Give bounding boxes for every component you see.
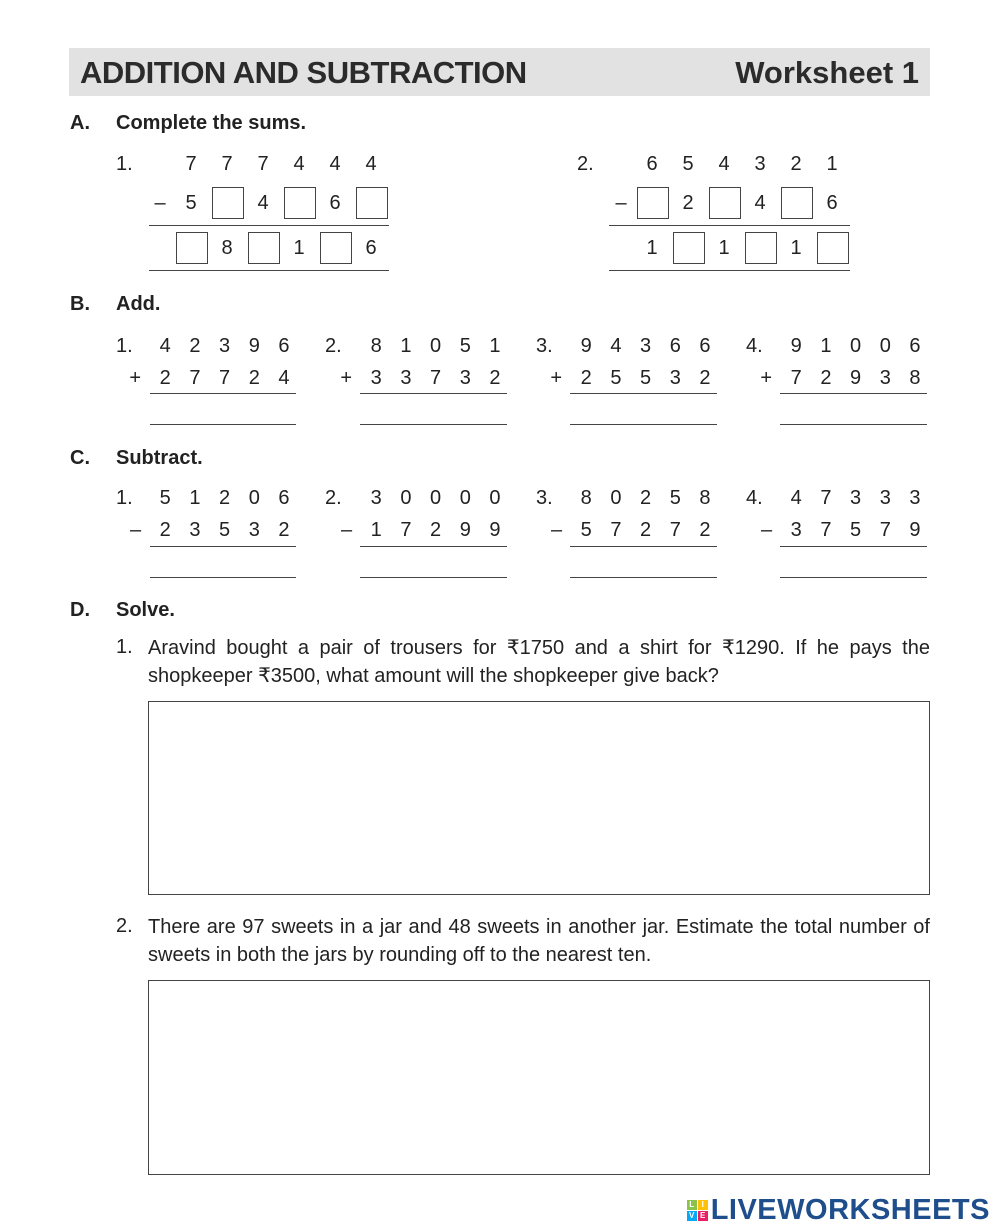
a1-top-digit: 4 [365,153,377,175]
a2-top-digit: 5 [682,153,694,175]
a2-bottom-line [609,270,850,271]
c4-bottom-number: – 3 7 5 7 9 [760,519,927,541]
a2-top-digit: 4 [718,153,730,175]
a2-bot-digit: 1 [790,237,802,259]
d2-number: 2. [116,915,133,937]
section-d-letter: D. [70,599,90,621]
a2-answer-box[interactable] [709,187,741,219]
c2-answer-line[interactable] [360,577,507,578]
b2-number: 2. [325,335,342,357]
section-d-title: Solve. [116,599,175,621]
c1-top-number: 5 1 2 0 6 [159,487,296,509]
a1-bottom-line [149,270,389,271]
c3-bottom-number: – 5 7 2 7 2 [550,519,717,541]
a1-answer-box[interactable] [356,187,388,219]
d1-number: 1. [116,636,133,658]
a1-answer-box[interactable] [248,232,280,264]
b1-problem [129,335,296,425]
a2-answer-box[interactable] [745,232,777,264]
a2-top-digit: 2 [790,153,802,175]
section-c-letter: C. [70,447,90,469]
a2-minus-sign: – [615,192,627,214]
a2-bot-digit: 1 [646,237,658,259]
c1-sum-line [150,546,296,547]
a2-top-digit: 3 [754,153,766,175]
c2-problem [340,487,507,578]
b3-number: 3. [536,335,553,357]
c3-sum-line [570,546,717,547]
logo-mark-icon [687,1200,708,1221]
a1-top-digit: 7 [185,153,197,175]
c1-answer-line[interactable] [150,577,296,578]
logo-letter: I [698,1200,708,1210]
b4-top-number: 9 1 0 0 6 [790,335,927,357]
a1-minus-sign: – [154,192,166,214]
a1-bot-digit: 6 [365,237,377,259]
a1-answer-box[interactable] [320,232,352,264]
c2-bottom-number: – 1 7 2 9 9 [340,519,507,541]
c4-number: 4. [746,487,763,509]
b3-top-number: 9 4 3 6 6 [580,335,717,357]
c3-number: 3. [536,487,553,509]
d2-problem-text: There are 97 sweets in a jar and 48 sweets in another jar. Estimate the total number of sweets in both the jars by rounding off to the nearest ten. [148,916,930,966]
worksheet-number: Worksheet 1 [735,55,919,90]
a1-bot-digit: 8 [221,237,233,259]
a1-answer-box[interactable] [212,187,244,219]
b4-bottom-number: + 7 2 9 3 8 [760,367,927,389]
c2-top-number: 3 0 0 0 0 [370,487,507,509]
a2-answer-box[interactable] [817,232,849,264]
b3-bottom-number: + 2 5 5 3 2 [550,367,717,389]
a1-answer-box[interactable] [284,187,316,219]
b4-problem [760,335,927,425]
b4-answer-line[interactable] [780,424,927,425]
a1-top-digit: 7 [257,153,269,175]
worksheet-header [69,48,930,96]
a2-mid-digit: 2 [682,192,694,214]
section-a-title: Complete the sums. [116,112,307,134]
a1-mid-digit: 5 [185,192,197,214]
c2-sum-line [360,546,507,547]
logo-letter: L [687,1200,697,1210]
liveworksheets-logo[interactable] [687,1192,990,1228]
a1-number: 1. [116,153,133,175]
a1-bot-digit: 1 [293,237,305,259]
b2-top-number: 8 1 0 5 1 [370,335,507,357]
c3-answer-line[interactable] [570,577,717,578]
c2-number: 2. [325,487,342,509]
c3-problem [550,487,717,578]
d1-answer-box[interactable] [148,701,930,895]
d1-problem-text: Aravind bought a pair of trousers for ₹1750 and a shirt for ₹1290. If he pays the shopkeeper ₹3500, what amount will the shopkeeper give back? [148,637,930,687]
b1-number: 1. [116,335,133,357]
page-title: ADDITION AND SUBTRACTION [80,55,527,90]
a2-sum-line [609,225,850,226]
b2-problem [340,335,507,425]
a2-number: 2. [577,153,594,175]
b1-answer-line[interactable] [150,424,296,425]
a2-mid-digit: 6 [826,192,838,214]
a2-mid-digit: 4 [754,192,766,214]
b1-bottom-number: + 2 7 7 2 4 [129,367,296,389]
section-c-title: Subtract. [116,447,203,469]
a1-mid-digit: 6 [329,192,341,214]
logo-text: LIVEWORKSHEETS [710,1193,990,1226]
b3-sum-line [570,393,717,394]
c4-sum-line [780,546,927,547]
b4-number: 4. [746,335,763,357]
a1-top-digit: 4 [329,153,341,175]
b2-bottom-number: + 3 3 7 3 2 [340,367,507,389]
section-b-title: Add. [116,293,161,315]
logo-letter: V [687,1211,697,1221]
a2-top-digit: 1 [826,153,838,175]
b3-problem [550,335,717,425]
a2-answer-box[interactable] [673,232,705,264]
a2-answer-box[interactable] [781,187,813,219]
a2-answer-box[interactable] [637,187,669,219]
d2-answer-box[interactable] [148,980,930,1175]
a1-top-digit: 4 [293,153,305,175]
b1-sum-line [150,393,296,394]
c4-answer-line[interactable] [780,577,927,578]
c4-top-number: 4 7 3 3 3 [790,487,927,509]
b1-top-number: 4 2 3 9 6 [159,335,296,357]
section-a-letter: A. [70,112,90,134]
c1-bottom-number: – 2 3 5 3 2 [129,519,296,541]
a1-mid-digit: 4 [257,192,269,214]
a1-sum-line [149,225,389,226]
section-b-letter: B. [70,293,90,315]
logo-letter: E [698,1211,708,1221]
b2-sum-line [360,393,507,394]
c1-problem [129,487,296,578]
a1-top-digit: 7 [221,153,233,175]
b2-answer-line[interactable] [360,424,507,425]
a2-top-digit: 6 [646,153,658,175]
b4-sum-line [780,393,927,394]
a2-bot-digit: 1 [718,237,730,259]
b3-answer-line[interactable] [570,424,717,425]
a1-answer-box[interactable] [176,232,208,264]
c4-problem [760,487,927,578]
c3-top-number: 8 0 2 5 8 [580,487,717,509]
c1-number: 1. [116,487,133,509]
